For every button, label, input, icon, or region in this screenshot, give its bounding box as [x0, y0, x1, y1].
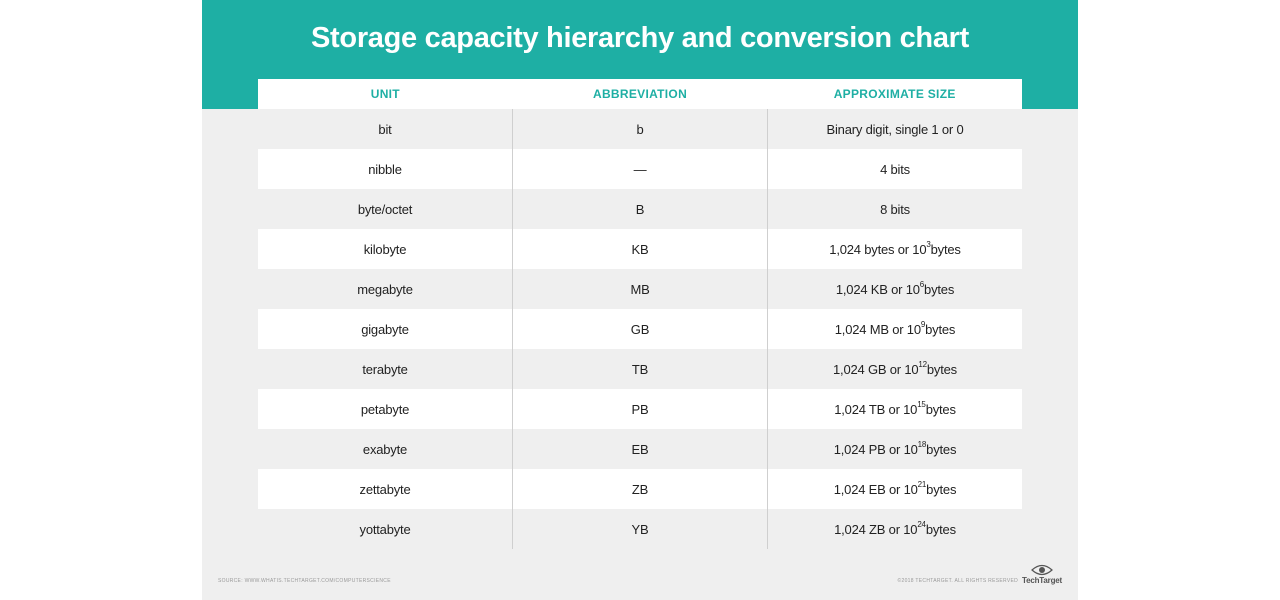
cell-abbreviation: KB	[512, 229, 768, 269]
size-suffix-text: bytes	[930, 241, 961, 257]
cell-abbreviation: ZB	[512, 469, 768, 509]
table-row	[258, 269, 1022, 309]
size-suffix-text: bytes	[925, 521, 956, 537]
size-base-text: 1,024 GB or 10	[833, 361, 919, 377]
size-base-text: 1,024 KB or 10	[835, 281, 920, 297]
size-base-text: Binary digit, single 1 or 0	[826, 121, 964, 137]
size-base-text: 1,024 EB or 10	[833, 481, 918, 497]
header-unit: UNIT	[370, 87, 400, 101]
cell-approximate-size	[768, 149, 1022, 189]
eye-icon	[1031, 564, 1053, 576]
header-abbreviation: ABBREVIATION	[592, 87, 688, 101]
table-header	[258, 79, 1022, 109]
cell-unit: petabyte	[360, 401, 410, 417]
cell-unit: byte/octet	[357, 201, 413, 217]
table-row	[258, 349, 1022, 389]
cell-abbreviation: B	[512, 189, 768, 229]
header-approximate-size: APPROXIMATE SIZE	[833, 87, 956, 101]
size-base-text: 8 bits	[880, 201, 910, 217]
cell-approximate-size: 1,024 bytes or 10 $^3$ bytes	[829, 240, 961, 257]
table-row	[258, 229, 1022, 269]
size-suffix-text: bytes	[925, 401, 956, 417]
size-suffix-text: bytes	[926, 441, 957, 457]
size-base-text: 1,024 bytes or 10	[829, 241, 927, 257]
cell-unit: megabyte	[357, 281, 413, 297]
cell-approximate-size: 1,024 EB or 10 $^{21}$ bytes	[833, 480, 957, 497]
size-base-text: 1,024 MB or 10	[834, 321, 921, 337]
size-base-text: 1,024 PB or 10	[833, 441, 918, 457]
table-row	[258, 309, 1022, 349]
cell-abbreviation: MB	[512, 269, 768, 309]
table-row	[258, 189, 1022, 229]
cell-unit: kilobyte	[363, 241, 407, 257]
table-row	[258, 109, 1022, 149]
table-row	[258, 509, 1022, 549]
cell-abbreviation: TB	[512, 349, 768, 389]
cell-unit: gigabyte	[361, 321, 409, 337]
size-suffix-text: bytes	[926, 481, 957, 497]
cell-unit: bit	[378, 121, 392, 137]
cell-unit: nibble	[368, 161, 402, 177]
copyright-note: ©2018 TECHTARGET. ALL RIGHTS RESERVED	[897, 578, 1018, 584]
cell-unit: terabyte	[362, 361, 408, 377]
cell-unit: zettabyte	[359, 481, 411, 497]
cell-approximate-size: 1,024 TB or 10 $^{15}$ bytes	[834, 400, 956, 417]
cell-abbreviation: EB	[512, 429, 768, 469]
cell-approximate-size: 1,024 PB or 10 $^{18}$ bytes	[833, 440, 957, 457]
cell-abbreviation: YB	[512, 509, 768, 549]
cell-unit: exabyte	[362, 441, 408, 457]
table-body	[258, 109, 1022, 549]
chart-title: Storage capacity hierarchy and conversion chart	[311, 22, 969, 54]
table-row	[258, 469, 1022, 509]
cell-approximate-size: 1,024 KB or 10 $^6$ bytes	[835, 280, 955, 297]
size-base-text: 1,024 TB or 10	[834, 401, 918, 417]
cell-unit: yottabyte	[359, 521, 411, 537]
infographic-card	[202, 0, 1078, 600]
cell-approximate-size	[768, 189, 1022, 229]
brand-logo	[1020, 564, 1064, 585]
source-note: SOURCE: WWW.WHATIS.TECHTARGET.COM/COMPUTERSCIENCE	[218, 578, 391, 584]
cell-abbreviation: —	[512, 149, 768, 189]
table-row	[258, 429, 1022, 469]
cell-abbreviation: b	[512, 109, 768, 149]
cell-approximate-size: 1,024 GB or 10 $^{12}$ bytes	[833, 360, 957, 377]
table-row	[258, 149, 1022, 189]
storage-table	[258, 79, 1022, 549]
size-base-text: 1,024 ZB or 10	[834, 521, 918, 537]
cell-approximate-size	[768, 109, 1022, 149]
brand-name: TechTarget	[1022, 576, 1062, 585]
size-base-text: 4 bits	[880, 161, 910, 177]
table-row	[258, 389, 1022, 429]
cell-approximate-size: 1,024 ZB or 10 $^{24}$ bytes	[834, 520, 956, 537]
cell-abbreviation: PB	[512, 389, 768, 429]
size-suffix-text: bytes	[926, 361, 957, 377]
cell-approximate-size: 1,024 MB or 10 $^9$ bytes	[834, 320, 956, 337]
size-suffix-text: bytes	[925, 321, 956, 337]
cell-abbreviation: GB	[512, 309, 768, 349]
size-suffix-text: bytes	[924, 281, 955, 297]
